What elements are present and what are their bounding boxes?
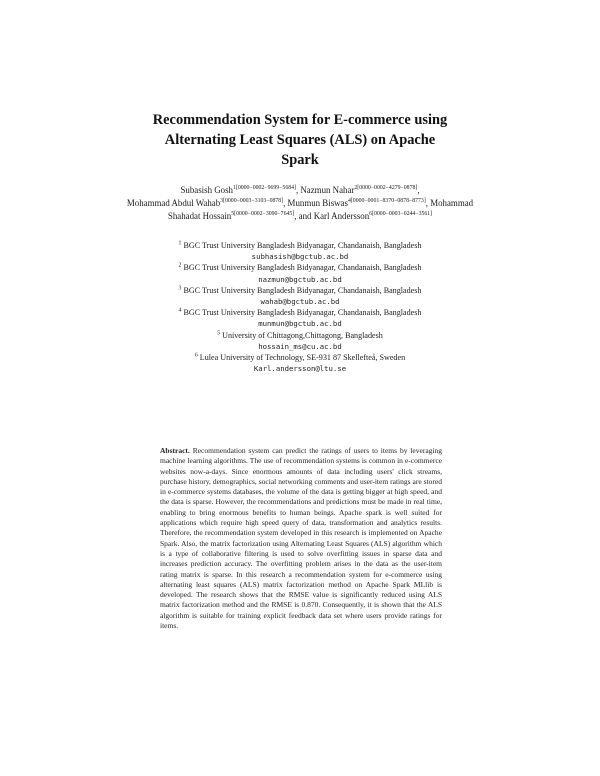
affiliation-4: $^4$ BGC Trust University Bangladesh Bidyanagar, Chandanaish, Bangladesh munmun@bgctub.ac.bd — [178, 307, 422, 329]
orcid-1: [0000−0002−9699−5684] — [235, 185, 296, 192]
author-1: Subasish Gosh$^{1[0000-0002-9699-5684]}$, — [180, 185, 301, 195]
orcid-4: [0000−0001−8370−0878−8773] — [350, 198, 426, 205]
orcid-2: [0000−0002−4279−0878] — [357, 185, 418, 192]
email-5[interactable]: hossain_ms@cu.ac.bd — [258, 341, 342, 351]
abstract-label: Abstract. — [160, 446, 190, 455]
orcid-5: [0000−0002−3090−7645] — [234, 211, 295, 218]
affiliation-2: $^2$ BGC Trust University Bangladesh Bidyanagar, Chandanaish, Bangladesh nazmun@bgctub.ac.bd — [178, 262, 422, 284]
orcid-6: [0000−0003−0244−3561] — [372, 211, 433, 218]
email-3[interactable]: wahab@bgctub.ac.bd — [260, 297, 340, 307]
abstract-text: Recommendation system can predict the ratings of users to items by leveraging machine learning algorithms. The use of recommendation systems is common in e-commerce websites now-a-days. Since enormous amounts of data including users' click streams, purchase history, demographics, social networking comments and user-item ratings are stored in e-commerce systems databases, the volume of the data is getting bigger at high speed, and the data is sparse. However, the recommendations and predictions must be made in real time, enabling to bring enormous benefits to human beings. Apache spark is well suited for applications which require high speed query of data, transformation and analytics results. Therefore, the recommendation system developed in this research is implemented on Apache Spark. Also, the matrix factorization using Alternating Least Squares (ALS) algorithm which is a type of collaborative filtering is used to solve overfitting issues in sparse data and increases prediction accuracy. The overfitting problem arises in the data as the user-item rating matrix is sparse. In this research a recommendation system for e-commerce using alternating least squares (ALS) matrix factorization method on Apache Spark MLlib is developed. The research shows that the RMSE value is significantly reduced using ALS matrix factorization method and the RMSE is 0.870. Consequently, it is shown that the ALS algorithm is suitable for training explicit feedback data set where users provide ratings for items. — [160, 446, 442, 631]
orcid-3: [0000−0003−3103−0878] — [223, 198, 284, 205]
author-list — [120, 184, 480, 223]
affiliation-list — [120, 240, 480, 374]
affiliation-6: $^6$ Lulea University of Technology, SE-931 87 Skellefteå, Sweden Karl.andersson@ltu.se — [194, 352, 406, 374]
paper-title — [120, 110, 480, 170]
email-2[interactable]: nazmun@bgctub.ac.bd — [258, 274, 342, 284]
author-5: Mohammad Shahadat Hossain$^{5[0000-0002-3090-7645]}$, and — [167, 198, 474, 221]
title-line-2: Alternating Least Squares (ALS) on Apache — [164, 132, 436, 148]
affiliation-5: $^5$ University of Chittagong,Chittagong, Bangladesh hossain_ms@cu.ac.bd — [217, 329, 383, 351]
email-6[interactable]: Karl.andersson@ltu.se — [253, 364, 347, 374]
title-line-3: Spark — [281, 152, 319, 168]
author-6: Karl Andersson$^{6[0000-0003-0244-3561]}$ — [313, 211, 433, 221]
email-1[interactable]: subhasish@bgctub.ac.bd — [251, 252, 349, 262]
affiliation-1: $^1$ BGC Trust University Bangladesh Bidyanagar, Chandanaish, Bangladesh subhasish@bgctub.ac.bd — [178, 240, 422, 262]
affiliation-3: $^3$ BGC Trust University Bangladesh Bidyanagar, Chandanaish, Bangladesh wahab@bgctub.ac.bd — [178, 285, 422, 307]
author-4: Munmun Biswas$^{4[0000-0001-8370-0878-8773]}$, — [287, 198, 431, 208]
author-3: Mohammad Abdul Wahab$^{3[0000-0003-3103-0878]}$, — [126, 198, 288, 208]
email-4[interactable]: munmun@bgctub.ac.bd — [258, 319, 342, 329]
abstract — [160, 446, 442, 631]
title-line-1: Recommendation System for E-commerce using — [152, 112, 448, 128]
author-2: Nazmun Nahar$^{2[0000-0002-4279-0878]}$, — [300, 185, 420, 195]
